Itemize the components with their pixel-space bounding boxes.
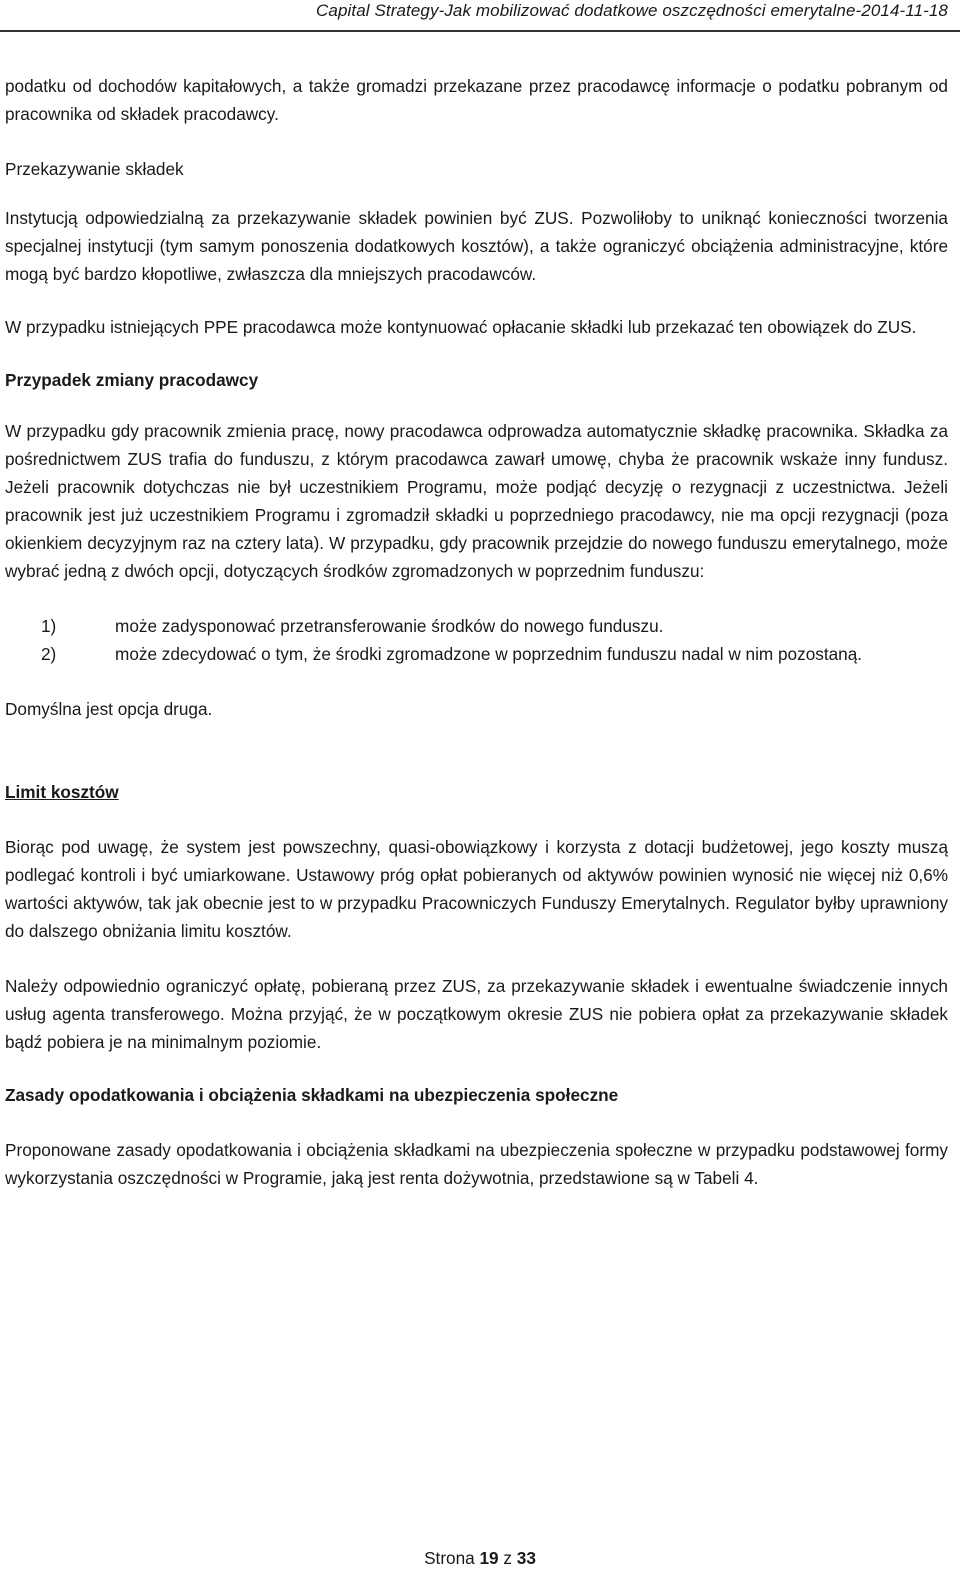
paragraph-1: podatku od dochodów kapitałowych, a także gromadzi przekazane przez pracodawcę informacje o podatku pobranym od pracownika od składek pracodawcy. xyxy=(5,76,948,124)
options-list xyxy=(5,612,948,668)
page-header xyxy=(0,0,960,30)
heading-zasady-opodatkowania: Zasady opodatkowania i obciążenia składkami na ubezpieczenia społeczne xyxy=(5,1085,619,1105)
footer-page-number: 19 xyxy=(479,1548,499,1568)
list-item xyxy=(5,640,948,668)
paragraph-2: Instytucją odpowiedzialną za przekazywanie składek powinien być ZUS. Pozwoliłoby to uniknąć konieczności tworzenia specjalnej instytucji (tym samym ponoszenia dodatkowych kosztów), a także ograniczyć obciążenia administracyjne, które mogą być bardzo kłopotliwe, zwłaszcza dla mniejszych pracodawców. xyxy=(5,208,948,284)
heading-limit-kosztow: Limit kosztów xyxy=(5,782,119,802)
list-item-number: 1) xyxy=(41,616,57,636)
footer-page-total: 33 xyxy=(516,1548,536,1568)
paragraph-3: W przypadku istniejących PPE pracodawca może kontynuować opłacanie składki lub przekazać ten obowiązek do ZUS. xyxy=(5,317,917,337)
footer-separator: z xyxy=(503,1548,512,1568)
list-item-text: może zdecydować o tym, że środki zgromadzone w poprzednim funduszu nadal w nim pozostaną. xyxy=(115,644,863,664)
paragraph-5: Domyślna jest opcja druga. xyxy=(5,699,213,719)
header-title: Capital Strategy-Jak mobilizować dodatkowe oszczędności emerytalne-2014-11-18 xyxy=(316,1,948,20)
page-footer xyxy=(0,1544,960,1572)
header-rule xyxy=(0,30,960,32)
paragraph-7: Należy odpowiednio ograniczyć opłatę, pobieraną przez ZUS, za przekazywanie składek i ewentualne świadczenie innych usług agenta transferowego. Można przyjąć, że w początkowym okresie ZUS nie pobiera opłat za przekazywanie składek bądź pobiera je na minimalnym poziomie. xyxy=(5,976,948,1052)
heading-przekazywanie-skladek: Przekazywanie składek xyxy=(5,159,184,179)
footer-prefix: Strona xyxy=(424,1548,475,1568)
page-body xyxy=(5,72,948,1192)
list-item-number: 2) xyxy=(41,644,57,664)
list-item-text: może zadysponować przetransferowanie środków do nowego funduszu. xyxy=(115,616,664,636)
paragraph-8: Proponowane zasady opodatkowania i obciążenia składkami na ubezpieczenia społeczne w przypadku podstawowej formy wykorzystania oszczędności w Programie, jaką jest renta dożywotnia, przedstawione są w Tabeli 4. xyxy=(5,1140,948,1188)
paragraph-4: W przypadku gdy pracownik zmienia pracę, nowy pracodawca odprowadza automatycznie składkę pracownika. Składka za pośrednictwem ZUS trafia do funduszu, z którym pracodawca zawarł umowę, chyba że pracownik wskaże inny fundusz. Jeżeli pracownik dotychczas nie był uczestnikiem Programu, może podjąć decyzję o rezygnacji z uczestnictwa. Jeżeli pracownik jest już uczestnikiem Programu i zgromadził składki u poprzedniego pracodawcy, nie ma opcji rezygnacji (poza okienkiem decyzyjnym raz na cztery lata). W przypadku, gdy pracownik przejdzie do nowego funduszu emerytalnego, może wybrać jedną z dwóch opcji, dotyczących środków zgromadzonych w poprzednim funduszu: xyxy=(5,421,948,581)
paragraph-6: Biorąc pod uwagę, że system jest powszechny, quasi-obowiązkowy i korzysta z dotacji budżetowej, jego koszty muszą podlegać kontroli i być umiarkowane. Ustawowy próg opłat pobieranych od aktywów powinien wynosić nie więcej niż 0,6% wartości aktywów, tak jak obecnie jest to w przypadku Pracowniczych Funduszy Emerytalnych. Regulator byłby uprawniony do dalszego obniżania limitu kosztów. xyxy=(5,837,948,941)
list-item xyxy=(5,612,948,640)
heading-przypadek-zmiany-pracodawcy: Przypadek zmiany pracodawcy xyxy=(5,370,259,390)
